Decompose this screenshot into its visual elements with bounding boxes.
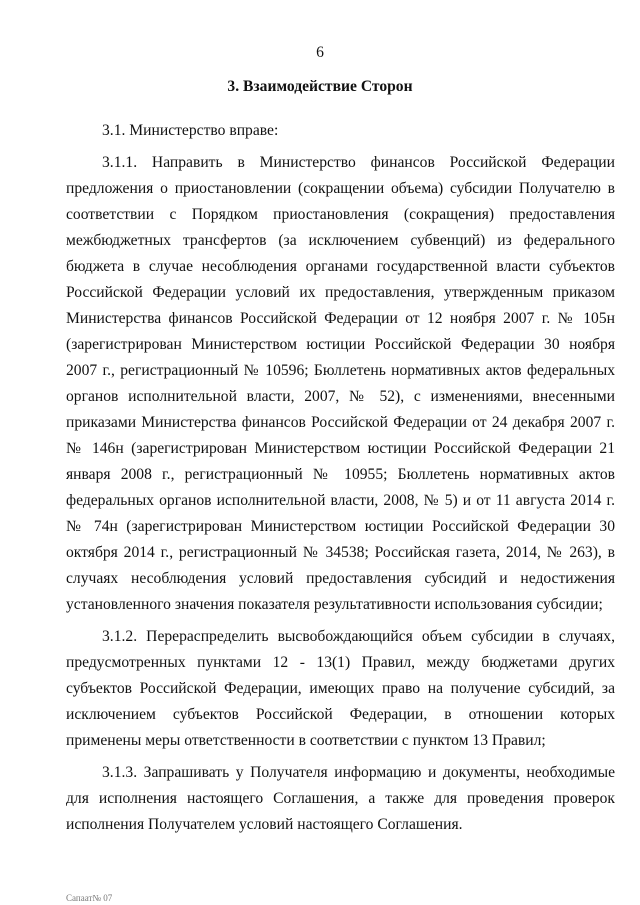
paragraph-3-1-2: 3.1.2. Перераспределить высвобождающийся объем субсидии в случаях, предусмотренных пунктами 12 - 13(1) Правил, между бюджетами других субъектов Российской Федерации, имеющих право на получение субсидий, за исключением субъектов Российской Федерации, в отношении которых применены меры ответственности в соответствии с пунктом 13 Правил;	[66, 628, 615, 749]
paragraph-3-1: 3.1. Министерство вправе:	[102, 122, 279, 139]
section-title: 3. Взаимодействие Сторон	[227, 78, 413, 95]
footer-text: Сапаат№ 07	[66, 893, 113, 903]
paragraph-3-1-1: 3.1.1. Направить в Министерство финансов Российской Федерации предложения о приостановлении (сокращении объема) субсидии Получателю в соответствии с Порядком приостановления (сокращения) предоставления межбюджетных трансфертов (за исключением субвенций) из федерального бюджета в случае несоблюдения органами государственной власти субъектов Российской Федерации условий их предоставления, утвержденным приказом Министерства финансов Российской Федерации от 12 ноября 2007 г. № 105н (зарегистрирован Министерством юстиции Российской Федерации 30 ноября 2007 г., регистрационный № 10596; Бюллетень нормативных актов федеральных органов исполнительной власти, 2007, № 52), с изменениями, внесенными приказами Министерства финансов Российской Федерации от 24 декабря 2007 г. № 146н (зарегистрирован Министерством юстиции Российской Федерации 21 января 2008 г., регистрационный № 10955; Бюллетень нормативных актов федеральных органов исполнительной власти, 2008, № 5) и от 11 августа 2014 г. № 74н (зарегистрирован Министерством юстиции Российской Федерации 30 октября 2014 г., регистрационный № 34538; Российская газета, 2014, № 263), в случаях несоблюдения условий предоставления субсидий и недостижения установленного значения показателя результативности использования субсидии;	[66, 154, 615, 613]
page-number: 6	[316, 44, 324, 61]
document-body	[66, 118, 615, 844]
paragraph-3-1-3: 3.1.3. Запрашивать у Получателя информацию и документы, необходимые для исполнения настоящего Соглашения, а также для проведения проверок исполнения Получателем условий настоящего Соглашения.	[66, 764, 615, 833]
